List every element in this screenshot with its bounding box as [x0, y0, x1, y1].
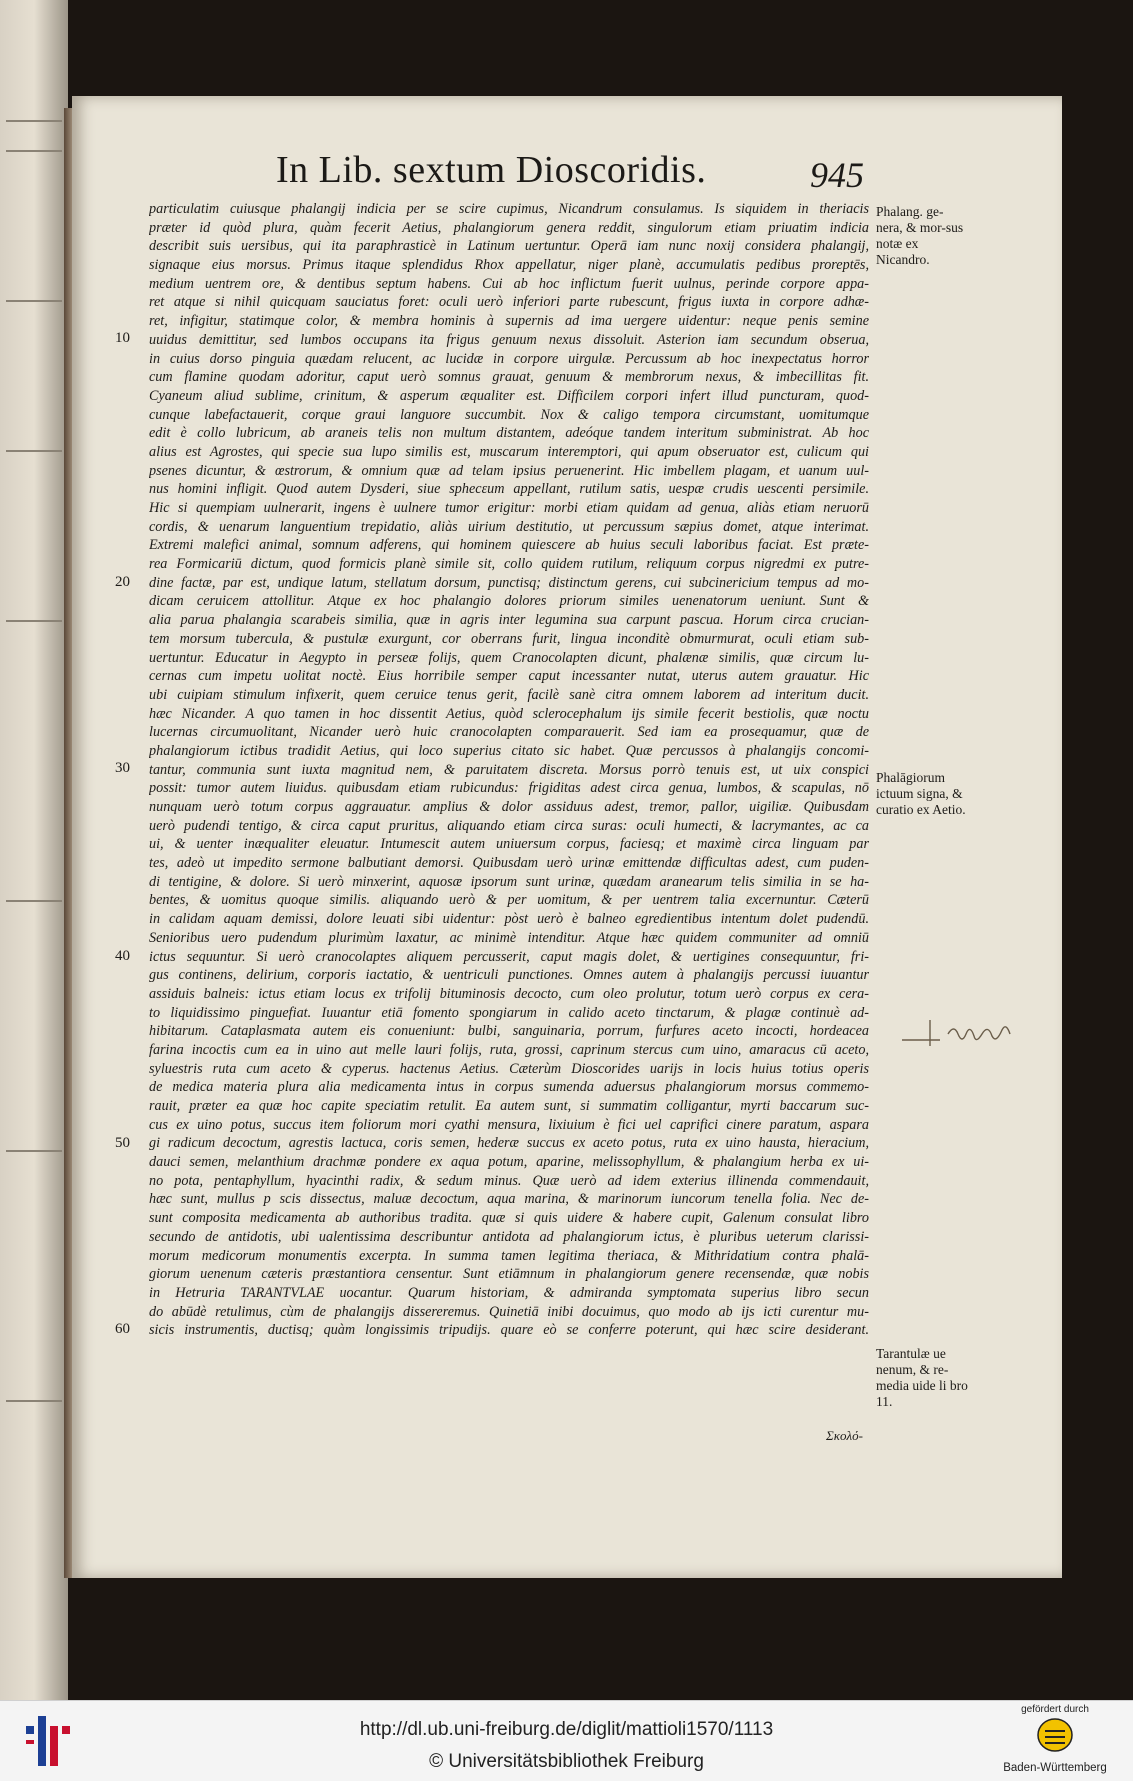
text-line: morum medicorum monumentis excerpta. In summa tamen legitima theriaca, & Mithridatium contra phalā-	[149, 1247, 869, 1264]
text-line: cus ex uino potus, succus item foliorum mori cyathi mensura, lixiuium è fici uel caprifici cinere paratum, aspara	[149, 1116, 869, 1133]
text-line: tes, adeò ut impedito sermone balbutiant demorsi. Quibusdam uerò urinæ emittendæ difficultas adest, cum puden-	[149, 855, 869, 872]
text-line: in Hetruria TARANTVLAE uocantur. Quarum historiam, & admiranda symptomata superius libro secun	[149, 1284, 869, 1301]
text-line: sunt composita medicamenta ab authoribus tradita. quæ si quis uidere & habere cupit, Galenum consulat libro	[149, 1210, 869, 1227]
line-number: 50	[115, 1135, 130, 1151]
text-fragment	[6, 450, 62, 452]
line-number: 10	[115, 330, 130, 346]
text-line: lucernas circumuolitant, Nicander uerò huic cranocolapten comparauerit. Sed iam ea prosequamur, quæ de	[149, 724, 869, 741]
coat-of-arms-icon	[1033, 1715, 1077, 1755]
text-line: alia parua phalangia scarabeis similia, quæ in agris inter legumina sua carpunt pascua. Horum circa crucian-	[149, 612, 869, 629]
text-line: edit è collo lubricum, ab araneis telis non multum distantem, adeóque tandem interitum subministrat. Ab hoc	[149, 425, 869, 442]
text-line: hæc sunt, mullus p scis dissectus, maluæ decoctum, aqua marina, & marinorum iuncorum tenella folia. Nec de-	[149, 1191, 869, 1208]
text-line: syluestris ruta cum aceto & cyperus. hactenus Aetius. Cæterùm Dioscorides uarijs in locis huius totius operis	[149, 1060, 869, 1077]
catchword: Σκολό-	[826, 1428, 863, 1443]
text-fragment	[6, 1150, 62, 1152]
line-number: 20	[115, 574, 130, 590]
text-line: dine factæ, par est, undique latum, stellatum dorsum, punctisq; distinctum gerens, cui subcinericium tempus ad mo-	[149, 574, 869, 591]
text-line: sicis instrumentis, ductisq; quàm longissimis tripudijs. quare eò se conferre poterunt, qui hæc scire desiderant.	[149, 1322, 869, 1339]
text-line: farina incoctis cum ea in uino aut melle lauri folijs, ruta, grossi, caprinum stercus cum uino, amaracus cū aceto,	[149, 1041, 869, 1058]
text-line: dauci semen, melanthium drachmæ pondere ex aqua potum, aparine, melissophyllum, & phalangium herba ex ui-	[149, 1154, 869, 1171]
running-title: In Lib. sextum Dioscoridis.	[276, 149, 707, 191]
line-number: 60	[115, 1321, 130, 1337]
sponsor-block	[985, 1704, 1125, 1776]
text-line: signaque eius morsus. Primus itaque splendidus Rhox appellatur, niger planè, accumulatis pedibus proreptēs,	[149, 257, 869, 274]
text-line: do abūdè retulimus, cùm de phalangijs dissereremus. Quinetiā inibi docuimus, quo modo ab ijs icti curentur mu-	[149, 1303, 869, 1320]
text-line: cordis, & uenarum languentium trepidatio, aliàs uirium destitutio, ut percussum sæpius domet, atque interimat.	[149, 518, 869, 535]
main-text-block	[149, 200, 869, 1340]
text-line: tem morsum tubercula, & pustulæ exurgunt, cor oberrans furit, lingua inconditè obmurmurat, oculi etiam sub-	[149, 630, 869, 647]
text-line: Hic si quempiam uulnerarit, ingens è uulnere tumor erigitur: morbi etiam quidam ad genua, aliàs etiam neruorū	[149, 500, 869, 516]
text-line: in calidam aquam demissi, dolore leuati sibi uidentur: pòst uerò è balneo egredientibus intentum dolet pudendū.	[149, 911, 869, 928]
text-line: ret, infigitur, statimque color, & membra hominis à supernis ad ima uergere uidentur: neque penis semine	[149, 313, 869, 330]
text-line: cum flamine quodam adoritur, caput uerò somnus grauat, genuum & membrorum nexus, & imbecillitas fit.	[149, 369, 869, 386]
copyright-notice: © Universitätsbibliothek Freiburg	[429, 1751, 704, 1772]
text-line: particulatim cuiusque phalangij indicia per se scire cupimus, Nicandrum consulamus. Is siquidem in theriacis	[149, 201, 869, 217]
text-line: Extremi malefici animal, somnum adferens, qui hominem quiescere ab huius seculi laboribus faciat. Est præte-	[149, 537, 869, 554]
viewer-footer	[0, 1700, 1133, 1781]
text-fragment	[6, 620, 62, 622]
text-line: psenes dicuntur, & œstrorum, & omnium quæ ad telam ipsius peruenerint. Hic imbellem plagam, et uanum uul-	[149, 462, 869, 479]
text-line: giorum uenenum cæteris præstantiora censentur. Sunt etiāmnum in phalangiorum genere recensendæ, quæ nobis	[149, 1266, 869, 1283]
text-line: tantur, communia sunt iuxta magnitud nem, & paruitatem discreta. Morsus porrò tenuis est, ut uix conspici	[149, 761, 869, 778]
margin-note: Tarantulæ ue nenum, & re-media uide li bro 11.	[876, 1346, 968, 1409]
line-number: 40	[115, 948, 130, 964]
text-fragment	[6, 1400, 62, 1402]
margin-note: Phalāgiorum ictuum signa, & curatio ex Aetio.	[876, 770, 966, 817]
text-line: rea Formicariū dictum, quod formicis planè simile sit, collo quidem rutilum, reliquum corpus nigredmi ex putre-	[149, 556, 869, 573]
text-line: gus continens, delirium, corporis iactatio, & uentriculi punctiones. Omnes autem à phalangijs percussi iuuantur	[149, 967, 869, 984]
text-fragment	[6, 900, 62, 902]
text-line: alius est Agrostes, qui specie sua lupo similis est, muscarum interemptori, qui apum obseruator est, culicum qui	[149, 443, 869, 460]
text-line: secundo de antidotis, ubi ualentissima describuntur antidota ad phalangiorum ictus, è pluribus ueterum clarissi-	[149, 1228, 869, 1245]
page-header	[276, 148, 856, 190]
text-line: nunquam uerò totum corpus aggrauatur. amplius & dolor assiduus adest, tremor, pallor, uigiliæ. Quibusdam	[149, 799, 869, 815]
text-line: ictus sequuntur. Si uerò cranocolaptes aliquem percusserit, caput magis dolet, & uertigines consequuntur, fri-	[149, 948, 869, 965]
line-number: 30	[115, 760, 130, 776]
text-line: nus homini infligit. Quod autem Dysderi, siue sphecεum appellant, rutilum satis, uespæ crudis uescenti persimile.	[149, 481, 869, 498]
text-line: di tentigine, & dolore. Si uerò minxerint, aquosæ ipsorum sunt urinæ, quædam aranearum telis similia in se ha-	[149, 873, 869, 890]
text-line: cunque labefactauerit, corque graui languore succumbit. Nox & caligo tempora circumstant, uomitumque	[149, 406, 869, 423]
handwritten-annotation	[900, 1010, 1040, 1050]
text-line: rauit, præter ea quæ hoc capite speciatim retulit. Ea autem sunt, si summatim colligantur, myrti baccarum suc-	[149, 1098, 869, 1114]
text-line: gi radicum decoctum, agrestis lactuca, coris semen, hederæ succus ex aceto potus, ruta ex uino hausta, hieracium,	[149, 1135, 869, 1152]
text-line: uertuntur. Educatur in Aegypto in perseæ folijs, quem Cranocolapten dicunt, phalænæ similis, quæ circum lu-	[149, 649, 869, 666]
text-line: hibitarum. Cataplasmata autem eis conueniunt: bulbi, sanguinaria, porrum, furfures aceto incocti, hordeacea	[149, 1023, 869, 1040]
text-line: Cyaneum aliud sublime, crinitum, & asperum æqualiter est. Difficilem corpori infert illud puncturam, quod-	[149, 387, 869, 404]
text-line: in cuius dorso pinguia quædam relucent, ac lucidæ in corpore uirgulæ. Percussum ab hoc inexpectatus horror	[149, 350, 869, 367]
folio-number: 945	[810, 155, 864, 195]
sponsor-label: gefördert durch	[1021, 1704, 1089, 1715]
text-line: ret atque si nihil quicquam sauciatus foret: oculi uerò inferiori parte rubescunt, frigus iuxta in corpore adhæ-	[149, 294, 869, 311]
previous-page-edge	[0, 0, 68, 1700]
text-line: hæc Nicander. A quo tamen in hoc dissentit Aetius, quòd sclerocephalum ijs simile fecerit bestiolis, quæ noctu	[149, 705, 869, 722]
permalink-url[interactable]: http://dl.ub.uni-freiburg.de/diglit/mattioli1570/1113	[359, 1719, 774, 1740]
text-line: uuidus demittitur, sed lumbos occupans ita frigus genuum nexus dissoluit. Asterion iam secundum obserua,	[149, 331, 869, 348]
text-line: ui, & uenter inæqualiter eleuatur. Intumescit autem uniuersum corpus, faciesq; et maximè circa linguam par	[149, 836, 869, 853]
text-line: uerò pudendi tentigo, & circa caput pruritus, aliquando etiam circa suras: oculi humecti, & lacrymantes, ac ca	[149, 817, 869, 834]
margin-note: Phalang. ge-nera, & mor-sus notæ ex Nicandro.	[876, 204, 964, 267]
text-line: bentes, & uomitus quoque similis. aliquando uerò & per uomitum, & per uentrem talia excernuntur. Cæterū	[149, 892, 869, 909]
text-line: præter id quòd plura, quàm fecerit Aetius, phalangiorum genera reddit, singulorum etiam priuatim indicia	[149, 219, 869, 236]
text-line: phalangiorum ictibus tradidit Aetius, qui loco superius citato sic habet. Quæ percussos à phalangijs concomi-	[149, 742, 869, 759]
text-fragment	[6, 120, 62, 122]
text-fragment	[6, 150, 62, 152]
text-line: medium uentrem ore, & dentibus septum habens. Cui ab hoc inflictum fuerit uulnus, perinde corpore appa-	[149, 275, 869, 292]
text-line: assiduis balneis: ictus etiam locus ex trifolij bituminosis decocto, cum oleo prolutur, totum uerò corpus ex cera-	[149, 985, 869, 1002]
text-line: ubi cuipiam stimulum infixerit, quem ceruice tenus gerit, facilè sanè citra omnem laborem ad interitum ducit.	[149, 686, 869, 703]
text-line: dicam ceruicem attollitur. Atque ex hoc phalangio dolores priorum similes uenenatorum ueniunt. Sunt &	[149, 593, 869, 610]
text-line: to liquidissimo pinguefiat. Iuuantur etiā fomento spongiarum in calido aceto tinctarum, & plagæ continuè ad-	[149, 1004, 869, 1021]
text-line: no pota, pentaphyllum, hyacinthi radix, & sedum minus. Quæ uerò ad idem exterius illinenda commendauit,	[149, 1172, 869, 1189]
text-line: cernas cum impetu uolitat noctè. Eius horribile semper caput incessanter nutat, uterus autem grauatur. Hic	[149, 668, 869, 685]
text-fragment	[6, 300, 62, 302]
text-line: Senioribus uero pudendum plurimùm laxatur, ac minimè intenditur. Atque hæc quidem communiter ad omniū	[149, 929, 869, 946]
text-line: possit: tumor autem liuidus. quibusdam etiam rubicundus: frigiditas adest circa genua, lumbos, & scapulas, nō	[149, 780, 869, 797]
text-line: de medica materia plura alia medicamenta intus in corpus sumenda aduersus phalangiorum morsus commemo-	[149, 1079, 869, 1096]
sponsor-name: Baden-Württemberg	[1003, 1762, 1107, 1774]
library-logo-icon	[22, 1706, 74, 1774]
text-line: describit suis uersibus, qui ita paraphrasticè in Latinum uertuntur. Operā iam nunc noxij considera phalangij,	[149, 238, 869, 255]
